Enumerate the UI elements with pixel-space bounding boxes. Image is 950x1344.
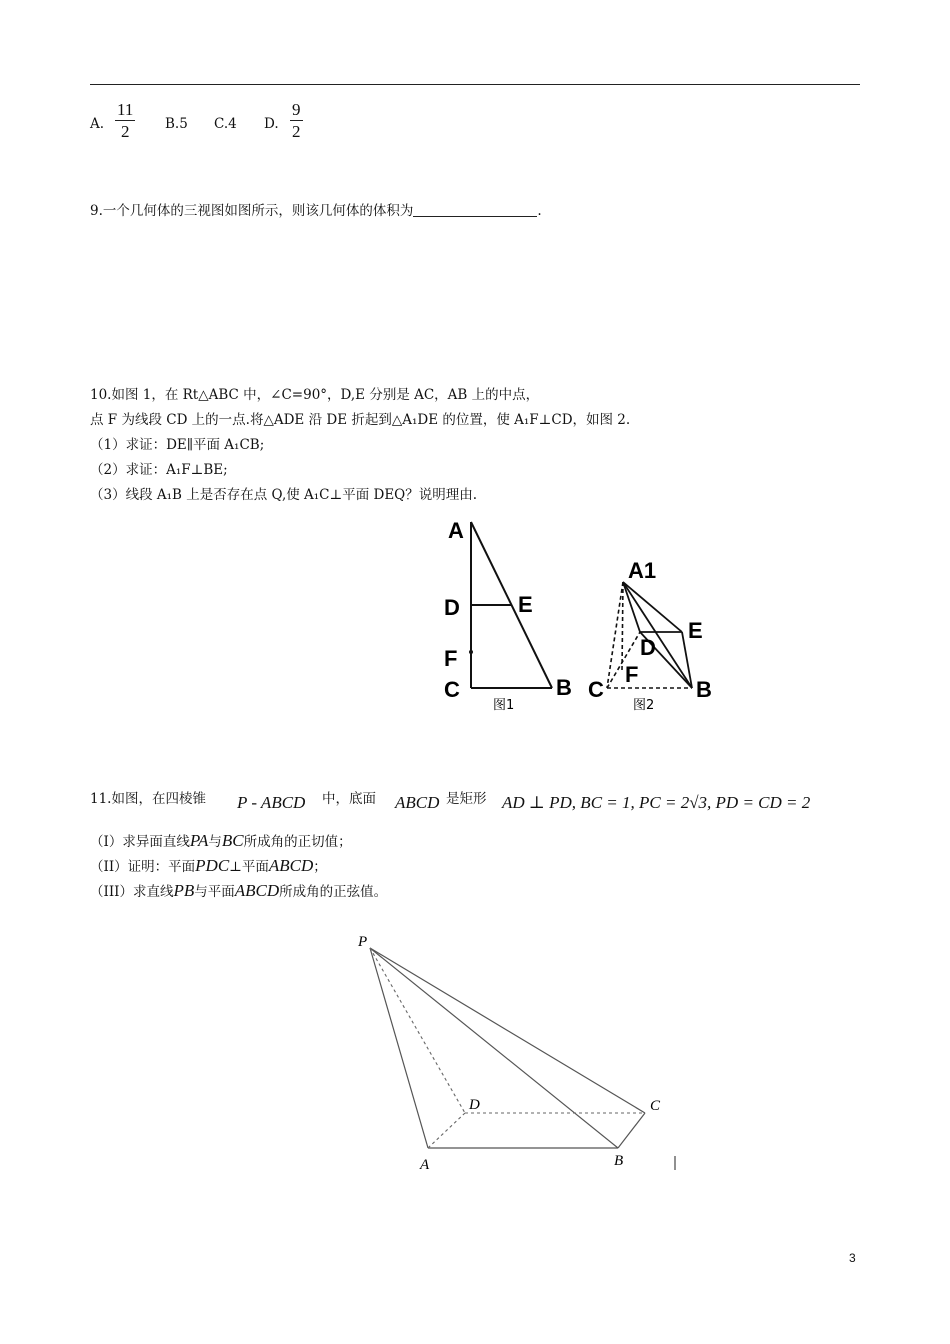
question-11-lead: 11.如图，在四棱锥 bbox=[90, 791, 206, 807]
label-p: P bbox=[358, 934, 368, 950]
figure-pyramid bbox=[340, 920, 700, 1180]
question-9-text: 9.一个几何体的三视图如图所示，则该几何体的体积为 bbox=[90, 203, 414, 219]
edge-ad bbox=[428, 1113, 465, 1148]
fig2-label-d: D bbox=[640, 635, 656, 660]
question-11-part1-post: 所成角的正切值； bbox=[243, 834, 352, 850]
question-11-part3 bbox=[90, 882, 387, 901]
fig2-label-f: F bbox=[625, 662, 639, 687]
question-9 bbox=[90, 202, 542, 220]
edge-pb bbox=[370, 948, 618, 1148]
question-11-pyramid: P - ABCD bbox=[237, 793, 306, 812]
option-d-numerator: 9 bbox=[292, 100, 301, 119]
page-number: 3 bbox=[849, 1251, 856, 1265]
figure-1-2 bbox=[430, 510, 730, 720]
question-11-part3-pre: （III）求直线 bbox=[90, 884, 174, 900]
question-11-part3-pb: PB bbox=[173, 881, 195, 900]
fig1-label-a: A bbox=[448, 518, 464, 543]
fig2-caption: 图2 bbox=[633, 698, 655, 713]
question-11-part2-abcd: ABCD bbox=[268, 856, 314, 875]
fig1-label-d: D bbox=[444, 595, 460, 620]
fig1-point-f bbox=[469, 650, 473, 654]
label-a: A bbox=[420, 1157, 430, 1173]
question-11-part1-pa: PA bbox=[189, 831, 209, 850]
question-11-rect: 是矩形 bbox=[446, 791, 487, 807]
question-11-mid: 中，底面 bbox=[322, 791, 376, 807]
question-11-part1-pre: （I）求异面直线 bbox=[90, 834, 190, 850]
question-11-base: ABCD bbox=[395, 793, 440, 812]
question-10-part1: （1）求证：DE∥平面 A₁CB; bbox=[90, 437, 265, 453]
question-11-conditions: AD ⊥ PD, BC = 1, PC = 2√3, PD = CD = 2 bbox=[502, 793, 811, 812]
edge-pd bbox=[370, 948, 465, 1113]
label-b: B bbox=[614, 1153, 624, 1169]
question-10-part2: （2）求证：A₁F⊥BE; bbox=[90, 462, 228, 478]
question-11-part2-post: ； bbox=[313, 859, 327, 875]
question-11-part1-and: 与 bbox=[208, 834, 222, 850]
label-d: D bbox=[469, 1097, 480, 1113]
option-a-denominator: 2 bbox=[120, 122, 130, 141]
question-11-part3-abcd: ABCD bbox=[234, 881, 280, 900]
header-rule bbox=[90, 84, 860, 85]
question-11-part2-perp: ⊥平面 bbox=[229, 859, 269, 875]
question-11-part3-post: 所成角的正弦值。 bbox=[279, 884, 388, 900]
question-11-part1 bbox=[90, 832, 352, 851]
fig2-label-e: E bbox=[688, 618, 703, 643]
fig2-edge-a1c bbox=[607, 582, 623, 688]
option-b: B.5 bbox=[165, 116, 188, 132]
fig1-label-b: B bbox=[556, 675, 572, 700]
question-10-part3: （3）线段 A₁B 上是否存在点 Q,使 A₁C⊥平面 DEQ？说明理由. bbox=[90, 487, 478, 503]
answer-blank bbox=[413, 203, 537, 217]
option-c: C.4 bbox=[214, 116, 237, 132]
question-10-line1: 10.如图 1，在 Rt△ABC 中，∠C=90°，D,E 分别是 AC，AB 上的中点， bbox=[90, 387, 540, 403]
question-11-intro bbox=[90, 790, 206, 808]
fig2-label-a1: A1 bbox=[628, 558, 657, 583]
question-11-part2-pdc: PDC bbox=[195, 856, 230, 875]
question-11-part1-bc: BC bbox=[221, 831, 244, 850]
option-d-fraction bbox=[290, 100, 303, 143]
option-d-label: D. bbox=[264, 116, 279, 132]
fig2-edge-a1f bbox=[622, 582, 623, 670]
edge-bc bbox=[618, 1113, 645, 1148]
option-a-numerator: 11 bbox=[117, 100, 134, 119]
fig2-label-c: C bbox=[588, 677, 604, 702]
question-11-part2 bbox=[90, 857, 327, 876]
fig1-label-e: E bbox=[518, 592, 533, 617]
option-d-denominator: 2 bbox=[292, 122, 301, 141]
question-10-line2: 点 F 为线段 CD 上的一点.将△ADE 沿 DE 折起到△A₁DE 的位置，使 A₁F⊥CD，如图 2. bbox=[90, 412, 631, 428]
fig1-label-c: C bbox=[444, 677, 460, 702]
option-a-label: A. bbox=[90, 116, 105, 132]
option-a-fraction bbox=[115, 100, 135, 143]
question-9-end: . bbox=[537, 203, 542, 219]
question-11-part3-and: 与平面 bbox=[194, 884, 235, 900]
fig1-caption: 图1 bbox=[493, 698, 515, 713]
question-11-part2-pre: （II）证明：平面 bbox=[90, 859, 196, 875]
fig2-label-b: B bbox=[696, 677, 712, 702]
fig1-label-f: F bbox=[444, 646, 458, 671]
label-c: C bbox=[650, 1098, 661, 1114]
